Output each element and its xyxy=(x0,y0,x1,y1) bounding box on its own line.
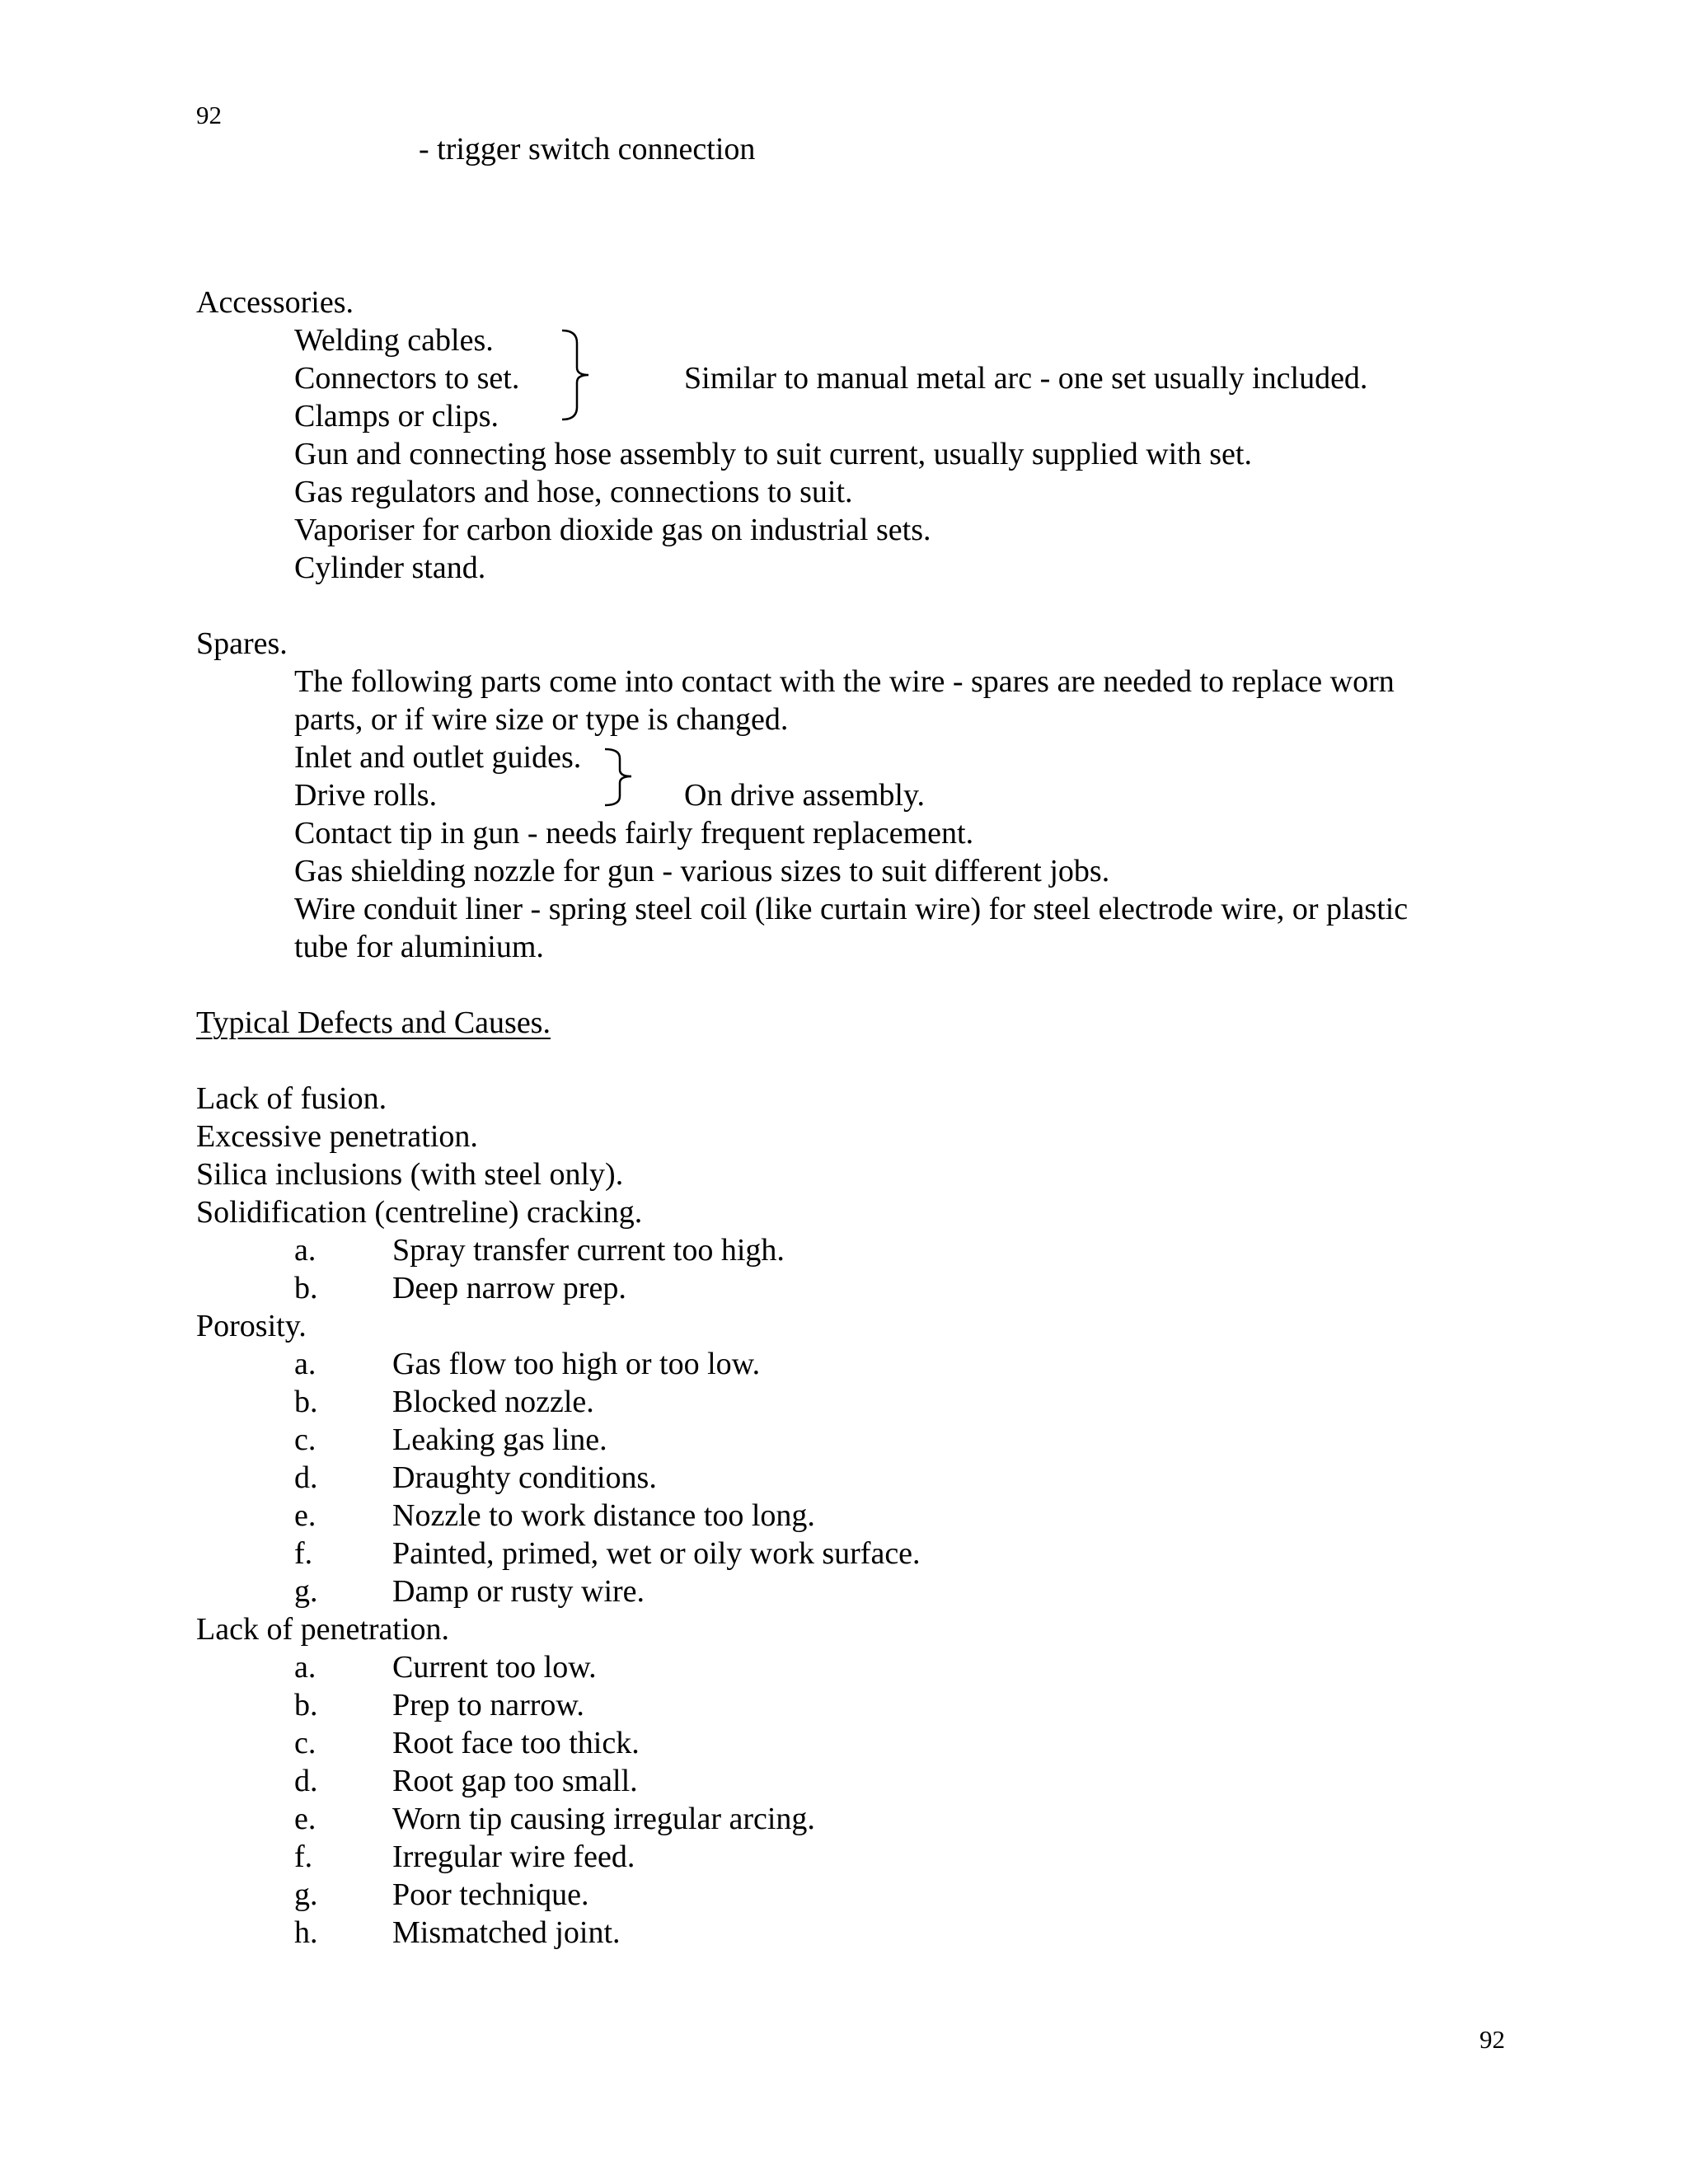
cause-text: Worn tip causing irregular arcing. xyxy=(392,1802,815,1836)
cause-text: Root gap too small. xyxy=(392,1764,638,1798)
spares-intro: The following parts come into contact with the wire - spares are needed to replace worn xyxy=(294,664,1395,699)
spare-item: tube for aluminium. xyxy=(294,930,544,964)
cause-letter: c. xyxy=(294,1422,316,1457)
cause-letter: f. xyxy=(294,1536,313,1571)
cause-text: Damp or rusty wire. xyxy=(392,1574,645,1609)
cause-letter: d. xyxy=(294,1460,318,1495)
cause-text: Gas flow too high or too low. xyxy=(392,1347,761,1381)
cause-text: Blocked nozzle. xyxy=(392,1385,594,1419)
page-number-top: 92 xyxy=(196,101,222,129)
spare-item: Inlet and outlet guides. xyxy=(294,740,582,775)
cause-letter: e. xyxy=(294,1498,316,1533)
cause-text: Painted, primed, wet or oily work surface. xyxy=(392,1536,921,1571)
cause-letter: b. xyxy=(294,1385,318,1419)
cause-text: Current too low. xyxy=(392,1650,597,1685)
defect-item: Lack of fusion. xyxy=(196,1081,387,1116)
accessory-item: Welding cables. xyxy=(294,323,494,358)
cause-letter: g. xyxy=(294,1877,318,1912)
cause-text: Prep to narrow. xyxy=(392,1688,584,1722)
defect-item: Excessive penetration. xyxy=(196,1119,478,1154)
cause-text: Root face too thick. xyxy=(392,1726,640,1760)
accessory-item: Connectors to set. xyxy=(294,361,520,396)
spares-brace-note: On drive assembly. xyxy=(684,778,925,813)
spare-item: Gas shielding nozzle for gun - various sizes to suit different jobs. xyxy=(294,854,1110,888)
cause-letter: d. xyxy=(294,1764,318,1798)
cause-letter: f. xyxy=(294,1840,313,1874)
accessory-item: Gun and connecting hose assembly to suit current, usually supplied with set. xyxy=(294,437,1252,471)
cause-letter: g. xyxy=(294,1574,318,1609)
cause-text: Poor technique. xyxy=(392,1877,589,1912)
cause-letter: a. xyxy=(294,1650,316,1685)
defects-heading: Typical Defects and Causes. xyxy=(196,1005,551,1040)
cause-text: Deep narrow prep. xyxy=(392,1271,626,1305)
accessories-brace xyxy=(560,328,602,422)
spares-intro: parts, or if wire size or type is changed. xyxy=(294,702,789,737)
defect-item: Solidification (centreline) cracking. xyxy=(196,1195,643,1230)
page-number-bottom: 92 xyxy=(1479,2025,1505,2054)
accessories-heading: Accessories. xyxy=(196,285,354,320)
cause-letter: a. xyxy=(294,1233,316,1268)
cause-text: Irregular wire feed. xyxy=(392,1840,635,1874)
cause-text: Nozzle to work distance too long. xyxy=(392,1498,815,1533)
cause-letter: a. xyxy=(294,1347,316,1381)
cause-letter: b. xyxy=(294,1271,318,1305)
defect-item: Porosity. xyxy=(196,1309,307,1343)
accessory-item: Vaporiser for carbon dioxide gas on industrial sets. xyxy=(294,513,931,547)
cause-text: Mismatched joint. xyxy=(392,1915,621,1950)
spare-item: Drive rolls. xyxy=(294,778,438,813)
cause-text: Spray transfer current too high. xyxy=(392,1233,785,1268)
accessory-item: Gas regulators and hose, connections to suit. xyxy=(294,475,853,509)
cause-text: Draughty conditions. xyxy=(392,1460,657,1495)
accessories-brace-note: Similar to manual metal arc - one set usually included. xyxy=(684,361,1368,396)
spare-item: Wire conduit liner - spring steel coil (like curtain wire) for steel electrode wire, or plastic xyxy=(294,892,1409,926)
cause-letter: c. xyxy=(294,1726,316,1760)
spares-heading: Spares. xyxy=(196,626,288,661)
cause-letter: h. xyxy=(294,1915,318,1950)
defect-item: Silica inclusions (with steel only). xyxy=(196,1157,624,1192)
cause-text: Leaking gas line. xyxy=(392,1422,607,1457)
cause-letter: e. xyxy=(294,1802,316,1836)
spare-item: Contact tip in gun - needs fairly frequent replacement. xyxy=(294,816,974,851)
spares-brace xyxy=(603,747,645,808)
accessory-item: Cylinder stand. xyxy=(294,551,486,585)
accessory-item: Clamps or clips. xyxy=(294,399,499,434)
cause-letter: b. xyxy=(294,1688,318,1722)
defect-item: Lack of penetration. xyxy=(196,1612,450,1647)
trigger-switch-line: - trigger switch connection xyxy=(419,132,756,166)
